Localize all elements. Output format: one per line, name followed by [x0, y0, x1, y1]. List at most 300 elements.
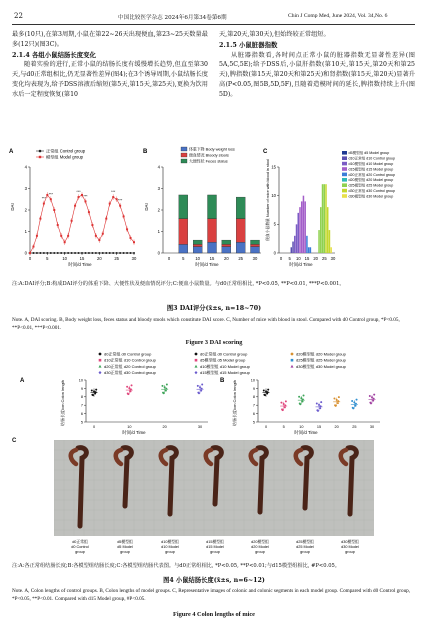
x-tick-label: 30 [252, 256, 258, 261]
data-point [280, 402, 282, 404]
bar [294, 236, 296, 253]
x-tick-label: 0 [167, 256, 171, 261]
legend-swatch [342, 156, 347, 160]
data-point [95, 235, 97, 237]
y-tick-label: 1 [24, 228, 27, 234]
bar [292, 242, 294, 253]
x-axis-label: 时间/d Time [289, 262, 313, 267]
significance-mark: *** [118, 198, 123, 203]
data-point [67, 252, 69, 254]
legend [181, 147, 235, 164]
legend-text: d30正常组 d30 Control group [104, 370, 156, 376]
x-tick-label: 15 [304, 256, 310, 261]
bar [308, 247, 310, 253]
x-tick-label: 5 [46, 256, 49, 261]
legend-marker [195, 365, 198, 368]
x-tick-label: 10 [62, 256, 68, 261]
y-tick-label: 6 [252, 412, 255, 416]
legend-text: d20正常组 d20 Control group [104, 363, 156, 369]
photo-label: d20 Model [251, 545, 269, 549]
legend-marker [99, 353, 102, 356]
legend-marker [99, 371, 102, 374]
data-point [67, 235, 69, 237]
bar-segment [222, 240, 231, 244]
data-point [102, 252, 104, 254]
y-axis-label: DAI [10, 203, 15, 211]
legend-marker [99, 359, 102, 362]
figure-4-caption-en: Figure 4 Colon lengths of mice [173, 611, 255, 618]
data-point [369, 402, 371, 404]
legend-text: d5模型组 d5 Model group [348, 151, 390, 156]
bar [322, 184, 324, 253]
left-para-1: 最多(10只),在第3周期,小鼠在第22~26天出现便血,第23~25天数量最多(12只)(图3C)。 [12, 31, 208, 48]
photo-label: d20模型组 [251, 540, 269, 544]
data-point [299, 403, 301, 405]
data-point [116, 252, 118, 254]
data-point [352, 407, 354, 409]
bar-segment [236, 197, 245, 219]
y-tick-label: 2 [157, 207, 160, 213]
data-point [43, 252, 45, 254]
legend-swatch [181, 147, 187, 151]
legend [36, 148, 86, 161]
panel-label: A [20, 378, 25, 384]
data-point [29, 252, 31, 254]
bar-segment [193, 247, 202, 253]
data-point [98, 239, 100, 241]
y-axis-label: 结肠长度/cm Colon length [232, 379, 237, 427]
data-point [91, 224, 93, 226]
legend-text: d0正常组 d0 Control group [200, 351, 248, 357]
x-tick-label: 5 [282, 425, 285, 429]
data-point [316, 409, 318, 411]
x-tick-label: 25 [238, 256, 244, 261]
legend-swatch [342, 178, 347, 182]
legend-swatch [342, 167, 347, 171]
data-point [50, 252, 52, 254]
legend-text: 大便性状 Feces status [189, 158, 228, 164]
significance-mark: *** [83, 194, 88, 199]
x-tick-label: 5 [288, 256, 291, 261]
data-point [126, 386, 128, 388]
photo-label: d0正常组 [72, 540, 88, 544]
legend-marker [291, 359, 294, 362]
data-point [95, 252, 97, 254]
legend-text: d15模型组 d15 Model group [348, 167, 394, 172]
x-axis-label: 时间/d Time [122, 430, 146, 435]
data-point [84, 200, 86, 202]
x-tick-label: 20 [313, 256, 319, 261]
bar-segment [222, 247, 231, 253]
x-tick-label: 20 [162, 425, 167, 429]
data-point [88, 252, 90, 254]
data-point [200, 390, 202, 392]
significance-mark: *** [48, 192, 53, 197]
significance-mark: *** [76, 190, 81, 195]
significance-mark: *** [41, 196, 46, 201]
data-point [201, 384, 203, 386]
photo-label: group [120, 550, 130, 554]
data-point [91, 252, 93, 254]
x-tick-label: 30 [131, 256, 137, 261]
photo-label: d15 Model [206, 545, 224, 549]
photo-label: d25 Model [296, 545, 314, 549]
photo-label: d25模型组 [296, 540, 314, 544]
data-point [133, 241, 135, 243]
section-2-1-5-title: 2.1.5 小鼠脏器指数 [219, 40, 278, 49]
y-tick-label: 8 [80, 395, 83, 400]
figure-4-caption-cn: 图4 小鼠结肠长度(x̄±s, n=6~12) [163, 577, 265, 584]
photo-label: d0 Control [71, 545, 89, 549]
x-tick-label: 15 [79, 256, 85, 261]
data-point [57, 224, 59, 226]
bar-segment [222, 244, 231, 246]
data-point [95, 389, 97, 391]
legend-text: d0正常组 d0 Control group [104, 351, 152, 357]
y-tick-label: 3 [157, 185, 160, 191]
y-tick-label: 8 [252, 395, 255, 400]
legend-swatch [181, 159, 187, 163]
photo-label: d10 Model [161, 545, 179, 549]
data-point [43, 203, 45, 205]
x-tick-label: 10 [195, 256, 201, 261]
data-point [53, 209, 55, 211]
photo-label: d10模型组 [161, 540, 179, 544]
data-point [46, 252, 48, 254]
data-point [88, 211, 90, 213]
legend-text-control: 正常组 Control group [46, 148, 86, 154]
data-point [126, 252, 128, 254]
data-point [50, 198, 52, 200]
x-tick-label: 20 [96, 256, 102, 261]
legend-text: d30正常组 d30 Control group [348, 189, 396, 193]
figure-4-panel-c-photo [54, 440, 374, 560]
x-tick-label: 15 [316, 425, 322, 429]
bar-segment [179, 195, 188, 219]
data-point [130, 237, 132, 239]
x-axis-label: 时间/d Time [195, 262, 219, 267]
legend-marker [99, 365, 102, 368]
y-tick-label: 5 [273, 221, 276, 227]
figure-4-note-en: Note. A, Colon lengths of control groups. B, Colon lengths of model groups. C, Representative images of colonic and colonic segments in each model group. Compared with d0 Control group, *P<0.05, **P<0.01. Compared with d15 Model group, #P<0.05. [12, 588, 411, 603]
y-tick-label: 7 [80, 403, 83, 408]
bar [303, 196, 305, 253]
photo-label: group [300, 550, 310, 554]
data-point [74, 205, 76, 207]
x-tick-label: 25 [352, 425, 357, 429]
data-point [71, 220, 73, 222]
data-point [320, 401, 322, 403]
y-tick-label: 3 [24, 185, 27, 191]
page-number: 22 [14, 12, 23, 20]
data-point [53, 252, 55, 254]
x-tick-label: 25 [114, 256, 120, 261]
bar [291, 247, 293, 253]
data-point [337, 402, 339, 404]
y-axis-label: 结肠长度/cm Colon length [60, 379, 65, 427]
data-point [91, 390, 93, 392]
right-para-2: 从脏器指数看,各时间点正常小鼠的脏器指数无显著性差异(图5A,5C,5E);给予DSS后,小鼠肝指数(第10天,第15天,第20天和第25天),脾指数(第15天,第20天和第25天)和肾指数(第15天,第20天)显著升高(P<0.05,图5B,5D,5F),且随着造模时间的延长,脾指数持续上升(图5D)。 [219, 51, 415, 98]
header-rule [12, 24, 415, 25]
legend-text-model: 模型组 Model group [46, 154, 84, 160]
data-point [316, 403, 318, 405]
y-tick-label: 5 [80, 420, 83, 425]
bar [306, 236, 308, 253]
y-tick-label: 4 [157, 164, 160, 170]
legend-marker [291, 353, 294, 356]
legend-marker-model [39, 156, 41, 158]
data-point [130, 252, 132, 254]
x-tick-label: 5 [182, 256, 185, 261]
data-point [130, 390, 132, 392]
photo-label: d5模型组 [117, 540, 133, 544]
data-point [127, 392, 129, 394]
photo-label: group [75, 550, 85, 554]
data-point [36, 235, 38, 237]
data-point [356, 399, 358, 401]
data-point [112, 252, 114, 254]
bar-segment [208, 195, 217, 219]
data-point [334, 404, 336, 406]
legend-text: d10模型组 d10 Model group [200, 363, 250, 369]
data-point [64, 252, 66, 254]
bar-segment [193, 240, 202, 244]
legend-swatch [342, 183, 347, 187]
data-point [105, 218, 107, 220]
x-tick-label: 15 [209, 256, 215, 261]
x-tick-label: 25 [321, 256, 327, 261]
data-point [285, 400, 287, 402]
bar [327, 207, 329, 253]
legend-text: 体重下降 Body weight loss [189, 146, 235, 152]
bar-segment [179, 244, 188, 253]
data-point [355, 405, 357, 407]
x-tick-label: 10 [299, 425, 304, 429]
section-2-1-4-title: 2.1.4 各组小鼠结肠长度变化 [12, 50, 96, 59]
left-column [12, 30, 208, 100]
data-point [372, 400, 374, 402]
legend-text: 便血情况 Bloody stools [189, 152, 229, 158]
bar [301, 201, 303, 253]
bar [310, 247, 312, 253]
figure-4-panel-b [220, 376, 390, 435]
bar [299, 207, 301, 253]
bar-segment [236, 219, 245, 243]
y-tick-label: 10 [250, 378, 255, 383]
y-tick-label: 10 [271, 193, 276, 199]
data-point [319, 407, 321, 409]
data-point [71, 252, 73, 254]
right-column [219, 30, 415, 100]
legend-swatch [181, 153, 187, 157]
data-point [197, 392, 199, 394]
legend-swatch [342, 194, 347, 198]
data-point [123, 252, 125, 254]
data-point [109, 252, 111, 254]
data-point [32, 246, 34, 248]
data-point [112, 196, 114, 198]
bar [329, 230, 331, 253]
x-tick-label: 10 [295, 256, 301, 261]
figure-3-panel-a [8, 145, 138, 275]
photo-label: group [210, 550, 220, 554]
figure-4-legend [8, 350, 419, 378]
data-point [60, 235, 62, 237]
bar-segment [251, 244, 260, 246]
photo-label: d30 Model [341, 545, 359, 549]
legend-swatch [342, 162, 347, 166]
legend-marker-control [39, 150, 42, 153]
figure-3-caption-en: Figure 3 DAI scoring [185, 339, 243, 346]
y-tick-label: 1 [157, 228, 160, 234]
data-point [333, 397, 335, 399]
legend-text: d25模型组 d25 Model group [296, 357, 346, 363]
y-tick-label: 4 [24, 164, 27, 170]
data-point [161, 385, 163, 387]
figure-4-panel-a [20, 376, 218, 435]
legend-text: d20模型组 d20 Model group [348, 178, 394, 183]
legend-swatch [342, 173, 347, 177]
legend-marker [195, 371, 198, 374]
panel-label: C [263, 149, 268, 155]
data-point [119, 252, 121, 254]
journal-title-cn: 中国比较医学杂志 2024年6月第34卷第6期 [118, 15, 227, 21]
y-tick-label: 15 [271, 164, 276, 170]
y-tick-label: 0 [157, 250, 160, 256]
figure-3-note-en: Note. A, DAI scoring. B, Body weight loss, feces status and bloody stools which constitute DAI score. C, Number of mice with blood in stool. Compared with d0 Control group, *P<0.05, **P<0.01, ***P<0.001. [12, 317, 400, 332]
legend-text: d15模型组 d15 Model group [200, 370, 250, 376]
data-point [338, 396, 340, 398]
bar [323, 184, 325, 253]
x-tick-label: 30 [330, 256, 336, 261]
legend-marker [291, 365, 294, 368]
legend-text: d20正常组 d20 Control group [348, 172, 396, 177]
data-point [263, 394, 265, 396]
bar-segment [208, 219, 217, 243]
data-point [373, 394, 375, 396]
photo-label: d30模型组 [341, 540, 359, 544]
bar-segment [208, 242, 217, 253]
bar-segment [179, 219, 188, 245]
figure-3-note-cn: 注:A:DAI评分;B:构成DAI评分的体重下降、大便性状及便血情况评分;C:便血小鼠数量。与d0正常组相比, *P<0.05, **P<0.01, ***P<0.001。 [12, 281, 345, 287]
data-point [267, 389, 269, 391]
bar [325, 184, 327, 253]
data-point [284, 406, 286, 408]
legend-marker [195, 359, 198, 362]
y-tick-label: 6 [80, 412, 83, 416]
x-tick-label: 20 [334, 425, 339, 429]
data-point [298, 396, 300, 398]
y-tick-label: 0 [273, 250, 276, 256]
data-point [133, 252, 135, 254]
series-line [30, 195, 134, 253]
panel-label: B [143, 149, 148, 155]
legend-text: d10模型组 d10 Model group [348, 162, 394, 166]
journal-title-en: Chin J Comp Med, June 2024, Vol. 34,No. 6 [288, 13, 388, 19]
x-tick-label: 30 [369, 425, 375, 429]
data-point [123, 215, 125, 217]
figure-3-panel-c [263, 145, 419, 275]
y-tick-label: 5 [252, 420, 255, 425]
figure-4-note-cn: 注:A:各正常组结肠长度;B:各模型组结肠长度;C:各模型组结肠代表图。与d0正常组相比, *P<0.05, **P<0.01;与d15模型组相比, #P<0.05。 [12, 563, 340, 569]
bar [296, 224, 298, 253]
data-point [57, 252, 59, 254]
data-point [263, 390, 265, 392]
data-point [36, 252, 38, 254]
x-axis-label: 时间/d Time [294, 430, 318, 435]
significance-mark: *** [111, 190, 116, 195]
data-point [131, 384, 133, 386]
figure-4 [8, 350, 419, 565]
data-point [162, 392, 164, 394]
bar [304, 201, 306, 253]
data-point [74, 252, 76, 254]
data-point [39, 252, 41, 254]
bar [297, 213, 299, 253]
data-point [91, 394, 93, 396]
legend-swatch [342, 151, 347, 155]
legend-text: d10正常组 d10 Control group [104, 357, 156, 363]
bar [320, 207, 322, 253]
x-tick-label: 0 [279, 256, 283, 261]
legend-text: d10正常组 d10 Control group [348, 156, 396, 161]
bar-segment [236, 242, 245, 253]
y-axis-label: 便血小鼠数量 Number of mice with blood in stool [266, 159, 270, 241]
panel-label: A [9, 149, 14, 155]
data-point [102, 233, 104, 235]
data-point [109, 203, 111, 205]
data-point [81, 252, 83, 254]
data-point [84, 252, 86, 254]
y-tick-label: 7 [252, 403, 255, 408]
y-tick-label: 10 [78, 378, 83, 383]
bar-segment [251, 240, 260, 244]
legend-text: d20模型组 d20 Model group [296, 351, 346, 357]
photo-label: d5 Model [117, 545, 133, 549]
legend-swatch [342, 189, 347, 193]
x-tick-label: 0 [28, 256, 32, 261]
figure-3-caption-cn: 图3 DAI评分(x̄±s, n=18~70) [166, 305, 262, 312]
x-tick-label: 30 [197, 425, 203, 429]
legend-text: d30模型组 d30 Model group [296, 363, 346, 369]
data-point [64, 241, 66, 243]
figure-3-panel-b [143, 145, 263, 275]
photo-label: group [345, 550, 355, 554]
data-point [60, 252, 62, 254]
right-para-1: 天,第20天,第30天),但始终较正常组短。 [219, 31, 330, 38]
data-point [39, 218, 41, 220]
figure-3 [8, 145, 419, 275]
data-point [119, 205, 121, 207]
panel-label: B [220, 378, 225, 384]
bar-segment [251, 247, 260, 253]
legend [342, 150, 395, 198]
panel-c-label: C [12, 438, 17, 444]
data-point [351, 400, 353, 402]
data-point [78, 252, 80, 254]
data-point [165, 390, 167, 392]
data-point [166, 384, 168, 386]
data-point [281, 408, 283, 410]
bar-segment [193, 244, 202, 246]
data-point [369, 395, 371, 397]
photo-label: group [255, 550, 265, 554]
x-axis-label: 时间/d Time [68, 262, 92, 267]
data-point [302, 401, 304, 403]
y-axis-label: DAI [144, 203, 149, 211]
y-tick-label: 0 [24, 250, 27, 256]
left-para-2: 随着实验的进行,正常小鼠的结肠长度有缓慢增长趋势,但直至第30天,与d0正常组相比,仍无显著性差异(图4);在3个诱导周期,小鼠结肠长度变化均表现为,给予DSS溶液后缩短(第5天,第15天,第25天),更换为饮用水后一定程度恢复(第10 [12, 61, 208, 98]
